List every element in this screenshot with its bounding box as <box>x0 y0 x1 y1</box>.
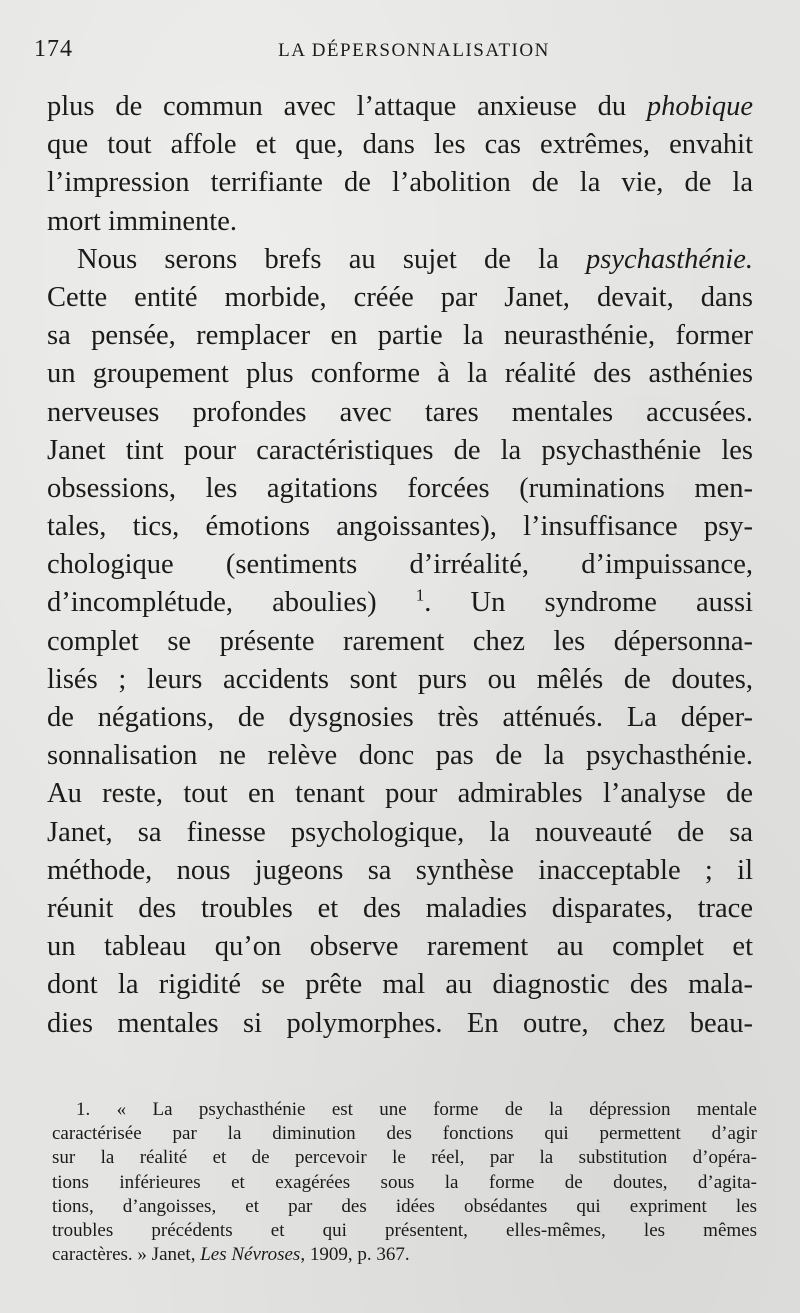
text-line <box>47 241 753 279</box>
text-line: Janet tint pour caractéristiques de la psychasthénie les <box>47 434 753 466</box>
footnote-line-content: caractères. » Janet, <box>52 1244 201 1266</box>
text-line: Cette entité morbide, créée par Janet, devait, dans <box>47 281 753 313</box>
text-line <box>47 584 753 622</box>
italic-term: phobique <box>646 91 753 122</box>
footnote <box>52 1098 757 1267</box>
text-line: réunit des troubles et des maladies disparates, trace <box>47 892 753 924</box>
text-line: tales, tics, émotions angoissantes), l’insuffisance psy- <box>47 511 753 543</box>
text-line: Janet, sa finesse psychologique, la nouveauté de sa <box>47 816 753 848</box>
citation-title: Les Névroses <box>200 1244 301 1266</box>
running-title: LA DÉPERSONNALISATION <box>278 40 550 61</box>
text-line: dies mentales si polymorphes. En outre, chez beau- <box>47 1007 753 1039</box>
text-line: dont la rigidité se prête mal au diagnostic des mala- <box>47 969 753 1001</box>
footnote-line: sur la réalité et de percevoir le réel, par la substitution d’opéra- <box>52 1147 757 1169</box>
text-line: un groupement plus conforme à la réalité des asthénies <box>47 358 753 390</box>
text-line: l’impression terrifiante de l’abolition de la vie, de la <box>47 167 753 199</box>
text-line: un tableau qu’on observe rarement au complet et <box>47 931 753 963</box>
text-line <box>47 88 753 126</box>
text-line: mort imminente. <box>47 205 237 237</box>
italic-term: psychasthénie. <box>586 243 753 275</box>
footnote-line: tions inférieures et exagérées sous la forme de doutes, d’agita- <box>52 1171 757 1193</box>
footnote-line: tions, d’angoisses, et par des idées obsédantes qui expriment les <box>52 1195 757 1217</box>
text-line: obsessions, les agitations forcées (ruminations men- <box>47 472 753 504</box>
body-text <box>47 88 753 1043</box>
page-number: 174 <box>34 36 73 62</box>
text-line: nerveuses profondes avec tares mentales accusées. <box>47 396 753 428</box>
footnote-line <box>52 1243 757 1267</box>
text-line-content: plus de commun avec l’attaque anxieuse du <box>47 91 647 122</box>
footnote-ref[interactable]: 1 <box>415 585 425 605</box>
running-head <box>34 36 754 66</box>
footnote-line: 1. « La psychasthénie est une forme de la dépression mentale <box>76 1099 757 1120</box>
text-line: de négations, de dysgnosies très atténués. La déper- <box>47 702 753 733</box>
footnote-line-content: , 1909, p. 367. <box>300 1244 410 1266</box>
text-line: lisés ; leurs accidents sont purs ou mêlés de doutes, <box>47 663 753 695</box>
text-line: sa pensée, remplacer en partie la neurasthénie, former <box>47 320 753 352</box>
text-line-content: d’incomplétude, aboulies) <box>47 587 416 619</box>
text-line-content: Nous serons brefs au sujet de la <box>77 243 586 275</box>
footnote-line: troubles précédents et qui présentent, elles-mêmes, les mêmes <box>52 1219 757 1241</box>
text-line: que tout affole et que, dans les cas extrêmes, envahit <box>47 129 753 161</box>
footnote-line: caractérisée par la diminution des fonctions qui permettent d’agir <box>52 1123 757 1145</box>
text-line: sonnalisation ne relève donc pas de la psychasthénie. <box>47 740 753 772</box>
text-line: méthode, nous jugeons sa synthèse inacceptable ; il <box>47 854 753 886</box>
text-line-content: . Un syndrome aussi <box>424 587 753 619</box>
text-line: complet se présente rarement chez les dépersonna- <box>47 625 753 657</box>
text-line: Au reste, tout en tenant pour admirables l’analyse de <box>47 778 753 810</box>
text-line: chologique (sentiments d’irréalité, d’impuissance, <box>47 549 753 581</box>
